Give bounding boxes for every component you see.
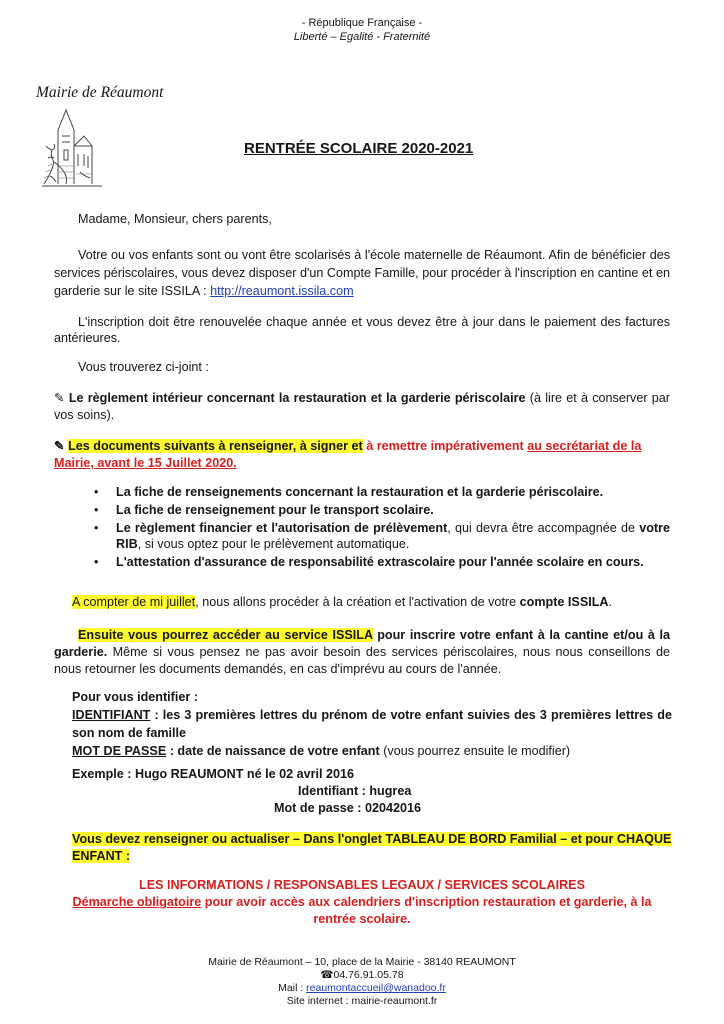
mot-de-passe-line <box>72 742 672 760</box>
issila-activation <box>72 594 672 611</box>
pencil-icon: ✎ <box>54 439 65 453</box>
greeting: Madame, Monsieur, chers parents, <box>78 212 272 226</box>
footer-mail-line <box>0 982 724 995</box>
demarche-rest: pour avoir accès aux calendriers d'inscription restauration et garderie, à la rentrée scolaire. <box>201 895 652 926</box>
list-item <box>94 502 670 518</box>
issila-account: compte ISSILA <box>519 595 609 609</box>
list-item-text: , qui devra être accompagnée de <box>447 521 640 535</box>
document-title: RENTRÉE SCOLAIRE 2020-2021 <box>244 140 474 157</box>
issila-link[interactable]: http://reaumont.issila.com <box>210 284 354 298</box>
info-heading: LES INFORMATIONS / RESPONSABLES LEGAUX / SERVICES SCOLAIRES <box>139 878 585 892</box>
example-password: Mot de passe : 02042016 <box>274 801 422 815</box>
footer-phone: ☎04.76.91.05.78 <box>320 969 404 981</box>
demarche-obligatoire: Démarche obligatoire <box>72 895 202 909</box>
mot-de-passe-text: : date de naissance de votre enfant <box>166 744 380 758</box>
footer-mail-label: Mail : <box>278 982 307 994</box>
reglement-bold: Le règlement intérieur concernant la restauration et la garderie périscolaire <box>68 391 526 405</box>
identifiant-line <box>72 706 672 742</box>
footer <box>0 956 724 1008</box>
info-block <box>54 877 670 928</box>
identifiant-label: IDENTIFIANT <box>72 708 151 722</box>
issila-mid: , nous allons procéder à la création et l'activation de votre <box>195 595 520 609</box>
issila-highlight: A compter de mi juillet <box>72 595 196 609</box>
ensuite-highlight: Ensuite vous pourrez accéder au service ISSILA <box>78 628 373 642</box>
church-logo-image <box>40 106 104 188</box>
bullet-dot-icon: • <box>94 485 99 499</box>
dashboard-paragraph <box>72 831 672 865</box>
reglement-rest: (à lire et à conserver par vos soins). <box>54 391 670 422</box>
mot-de-passe-note: (vous pourrez ensuite le modifier) <box>379 744 571 758</box>
bullet-dot-icon: • <box>94 521 99 535</box>
paragraph-enclosed: Vous trouverez ci-joint : <box>78 360 209 374</box>
documents-highlight: Les documents suivants à renseigner, à signer et <box>68 439 363 453</box>
issila-end: . <box>608 595 613 609</box>
list-item-text: L'attestation d'assurance de responsabilité extrascolaire pour l'année scolaire en cours. <box>116 555 644 569</box>
republic-text: - République Française - <box>301 17 423 29</box>
footer-site: Site internet : mairie-reaumont.fr <box>286 995 438 1007</box>
list-item <box>94 554 670 570</box>
reglement-paragraph <box>54 390 670 424</box>
demarche-line <box>54 894 670 928</box>
header-republic <box>0 16 724 44</box>
ensuite-rest: Même si vous pensez ne pas avoir besoin des services périscolaires, nous nous conseillons de nous retourner les documents demandés, en cas d'imprévu au cours de l'année. <box>54 645 670 676</box>
ensuite-bold: pour inscrire votre enfant à la cantine et/ou à la garderie. <box>54 628 670 659</box>
documents-deadline: au secrétariat de la Mairie, avant le 15 Juillet 2020. <box>54 439 642 470</box>
identifiant-text: : les 3 premières lettres du prénom de votre enfant suivies des 3 premières lettres de son nom de famille <box>72 708 672 740</box>
pencil-icon: ✎ <box>54 391 65 405</box>
list-item-text: votre RIB <box>116 521 670 551</box>
paragraph-renewal: L'inscription doit être renouvelée chaque année et vous devez être à jour dans le paiement des factures antérieures. <box>54 315 670 345</box>
identification-block <box>72 688 672 760</box>
documents-red: à remettre impérativement <box>362 439 528 453</box>
list-item-text: Le règlement financier et l'autorisation de prélèvement <box>116 521 448 535</box>
identification-title: Pour vous identifier : <box>72 690 198 704</box>
documents-list <box>94 484 670 572</box>
mot-de-passe-label: MOT DE PASSE <box>72 744 167 758</box>
bullet-dot-icon: • <box>94 503 99 517</box>
dashboard-highlight: Vous devez renseigner ou actualiser – Dans l'onglet TABLEAU DE BORD Familial – et pour CHAQUE ENFANT : <box>72 832 672 863</box>
footer-address: Mairie de Réaumont – 10, place de la Mairie - 38140 REAUMONT <box>208 956 516 968</box>
ensuite-paragraph <box>54 627 670 678</box>
footer-mail-link[interactable]: reaumontaccueil@wanadoo.fr <box>306 982 446 994</box>
intro-text: Votre ou vos enfants sont ou vont être scolarisés à l'école maternelle de Réaumont. Afin de bénéficier des services périscolaires, vous devez disposer d'un Compte Famille, pour procéder à l'inscription en cantine et en garderie sur le site ISSILA : <box>54 248 670 298</box>
mairie-title: Mairie de Réaumont <box>36 84 164 101</box>
example-line: Exemple : Hugo REAUMONT né le 02 avril 2016 <box>72 767 355 781</box>
bullet-dot-icon: • <box>94 555 99 569</box>
motto-text: Liberté – Egalité - Fraternité <box>293 31 431 43</box>
documents-paragraph <box>54 438 670 472</box>
list-item <box>94 520 670 552</box>
paragraph-intro <box>54 246 670 300</box>
list-item-text: La fiche de renseignement pour le transport scolaire. <box>116 503 434 517</box>
list-item-text: La fiche de renseignements concernant la restauration et la garderie périscolaire. <box>116 485 604 499</box>
list-item-text: , si vous optez pour le prélèvement automatique. <box>137 537 410 551</box>
list-item <box>94 484 670 500</box>
example-identifiant: Identifiant : hugrea <box>298 784 412 798</box>
